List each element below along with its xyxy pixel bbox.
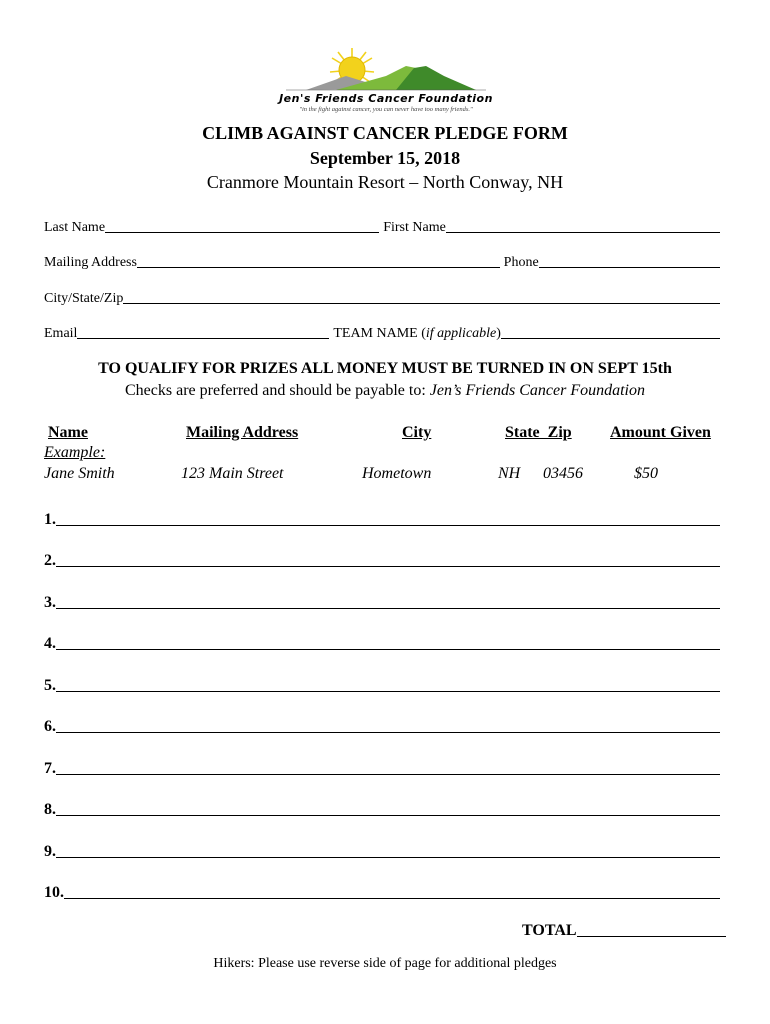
col-header-amount: Amount Given xyxy=(610,424,711,441)
example-state: NH xyxy=(498,465,521,482)
last-name-field[interactable] xyxy=(105,218,379,233)
pledge-row-number: 5. xyxy=(44,677,56,694)
example-label: Example: xyxy=(44,444,106,461)
team-name-note: if applicable xyxy=(425,326,497,341)
pledge-row xyxy=(44,550,720,570)
pledge-row xyxy=(44,799,720,819)
team-name-label xyxy=(333,326,501,342)
last-name-label: Last Name xyxy=(44,220,106,235)
pledge-row-line[interactable] xyxy=(64,884,720,899)
pledge-row-line[interactable] xyxy=(56,801,720,816)
mailing-address-field[interactable] xyxy=(137,253,500,268)
pledge-row xyxy=(44,841,720,861)
checks-note xyxy=(0,382,770,400)
foundation-logo xyxy=(276,46,496,116)
city-row xyxy=(44,287,720,307)
pledge-row-line[interactable] xyxy=(56,635,720,650)
mailing-address-label: Mailing Address xyxy=(44,255,137,270)
first-name-label: First Name xyxy=(383,220,446,235)
pledge-row xyxy=(44,675,720,695)
example-city: Hometown xyxy=(362,465,432,482)
event-venue: Cranmore Mountain Resort – North Conway, NH xyxy=(206,172,564,192)
pledge-row-number: 8. xyxy=(44,801,56,818)
team-name-text: TEAM NAME ( xyxy=(333,326,426,341)
pledge-row xyxy=(44,592,720,612)
footer-note: Hikers: Please use reverse side of page for additional pledges xyxy=(213,956,557,971)
event-date: September 15, 2018 xyxy=(309,148,461,168)
pledge-row xyxy=(44,882,720,902)
pledge-row-number: 9. xyxy=(44,843,56,860)
col-header-address-text: Mailing Address xyxy=(186,424,299,441)
pledge-row xyxy=(44,633,720,653)
team-name-field[interactable] xyxy=(501,324,720,339)
pledge-row-line[interactable] xyxy=(56,594,720,609)
col-header-city xyxy=(402,424,435,442)
col-header-state-zip: State Zip xyxy=(505,424,572,441)
phone-field[interactable] xyxy=(539,253,720,268)
first-name-field[interactable] xyxy=(446,218,720,233)
col-header-city-text: City xyxy=(402,424,432,441)
example-zip: 03456 xyxy=(543,465,583,482)
email-field[interactable] xyxy=(77,324,329,339)
col-header-name-text: Name xyxy=(48,424,88,441)
col-header-name xyxy=(48,424,184,442)
pledge-row-number: 3. xyxy=(44,594,56,611)
example-amount: $50 xyxy=(634,465,658,482)
pledge-row-number: 2. xyxy=(44,552,56,569)
address-row xyxy=(44,251,720,271)
pledge-row xyxy=(44,509,720,529)
form-title: CLIMB AGAINST CANCER PLEDGE FORM xyxy=(202,123,568,143)
phone-label: Phone xyxy=(503,255,539,270)
col-header-address xyxy=(186,424,326,442)
checks-payee: Jen’s Friends Cancer Foundation xyxy=(429,382,645,399)
total-field[interactable] xyxy=(577,922,726,937)
pledge-row-line[interactable] xyxy=(56,718,720,733)
pledge-row-line[interactable] xyxy=(56,552,720,567)
name-row xyxy=(44,216,720,236)
city-state-zip-label: City/State/Zip xyxy=(44,291,124,306)
pledge-row xyxy=(44,758,720,778)
pledge-row-line[interactable] xyxy=(56,511,720,526)
pledge-row-number: 4. xyxy=(44,635,56,652)
total-label: TOTAL xyxy=(522,922,577,939)
team-name-close: ) xyxy=(496,326,501,341)
email-row xyxy=(44,322,720,342)
prize-notice: TO QUALIFY FOR PRIZES ALL MONEY MUST BE TURNED IN ON SEPT 15th xyxy=(98,360,672,377)
logo-tagline: "in the fight against cancer, you can never have too many friends." xyxy=(299,106,473,113)
total-row xyxy=(522,922,726,940)
pledge-row-number: 1. xyxy=(44,511,56,528)
city-state-zip-field[interactable] xyxy=(123,289,720,304)
pledge-row-line[interactable] xyxy=(56,760,720,775)
pledge-row xyxy=(44,716,720,736)
logo-org-name: Jen's Friends Cancer Foundation xyxy=(279,92,493,105)
pledge-row-number: 10. xyxy=(44,884,64,901)
checks-prefix: Checks are preferred and should be payable to: xyxy=(125,382,430,399)
pledge-row-line[interactable] xyxy=(56,843,720,858)
pledge-row-line[interactable] xyxy=(56,677,720,692)
pledge-row-number: 6. xyxy=(44,718,56,735)
email-label: Email xyxy=(44,326,78,341)
example-address: 123 Main Street xyxy=(181,465,284,482)
pledge-row-number: 7. xyxy=(44,760,56,777)
example-name: Jane Smith xyxy=(44,465,115,482)
